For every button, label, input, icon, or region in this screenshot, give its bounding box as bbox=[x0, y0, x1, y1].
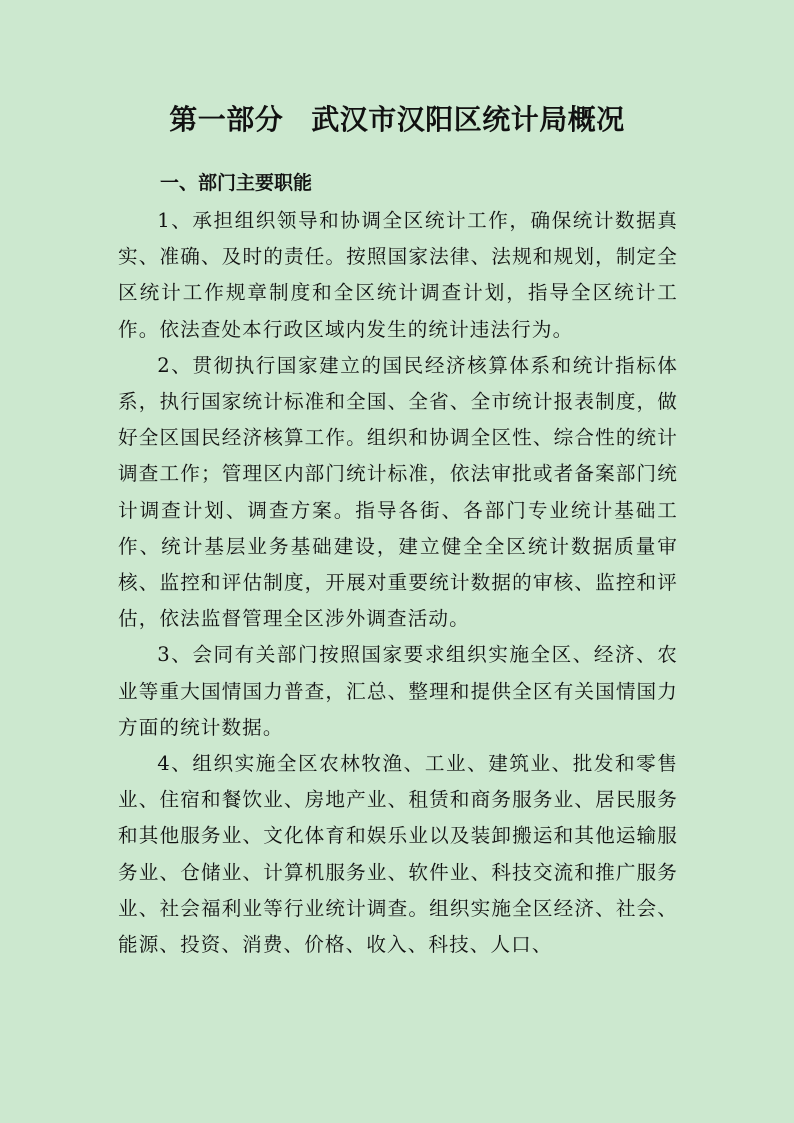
title-part: 第一部分 bbox=[169, 103, 284, 136]
paragraph-2: 2、贯彻执行国家建立的国民经济核算体系和统计指标体系，执行国家统计标准和全国、全省、全市统计报表制度，做好全区国民经济核算工作。组织和协调全区性、综合性的统计调查工作；管理区内部门统计标准，依法审批或者备案部门统计调查计划、调查方案。指导各街、各部门专业统计基础工作、统计基层业务基础建设，建立健全全区统计数据质量审核、监控和评估制度，开展对重要统计数据的审核、监控和评估，依法监督管理全区涉外调查活动。 bbox=[118, 353, 678, 631]
page-title bbox=[0, 100, 794, 140]
paragraph-1: 1、承担组织领导和协调全区统计工作，确保统计数据真实、准确、及时的责任。按照国家法律、法规和规划，制定全区统计工作规章制度和全区统计调查计划，指导全区统计工作。依法查处本行政区域内发生的统计违法行为。 bbox=[118, 209, 678, 341]
paragraph-3: 3、会同有关部门按照国家要求组织实施全区、经济、农业等重大国情国力普查，汇总、整理和提供全区有关国情国力方面的统计数据。 bbox=[118, 643, 678, 739]
body-text bbox=[118, 203, 678, 963]
paragraph-4: 4、组织实施全区农林牧渔、工业、建筑业、批发和零售业、住宿和餐饮业、房地产业、租赁和商务服务业、居民服务和其他服务业、文化体育和娱乐业以及装卸搬运和其他运输服务业、仓储业、计算机服务业、软件业、科技交流和推广服务业、社会福利业等行业统计调查。组织实施全区经济、社会、能源、投资、消费、价格、收入、科技、人口、 bbox=[118, 752, 678, 957]
section-heading: 一、部门主要职能 bbox=[160, 172, 313, 194]
title-main: 武汉市汉阳区统计局概况 bbox=[311, 103, 625, 136]
